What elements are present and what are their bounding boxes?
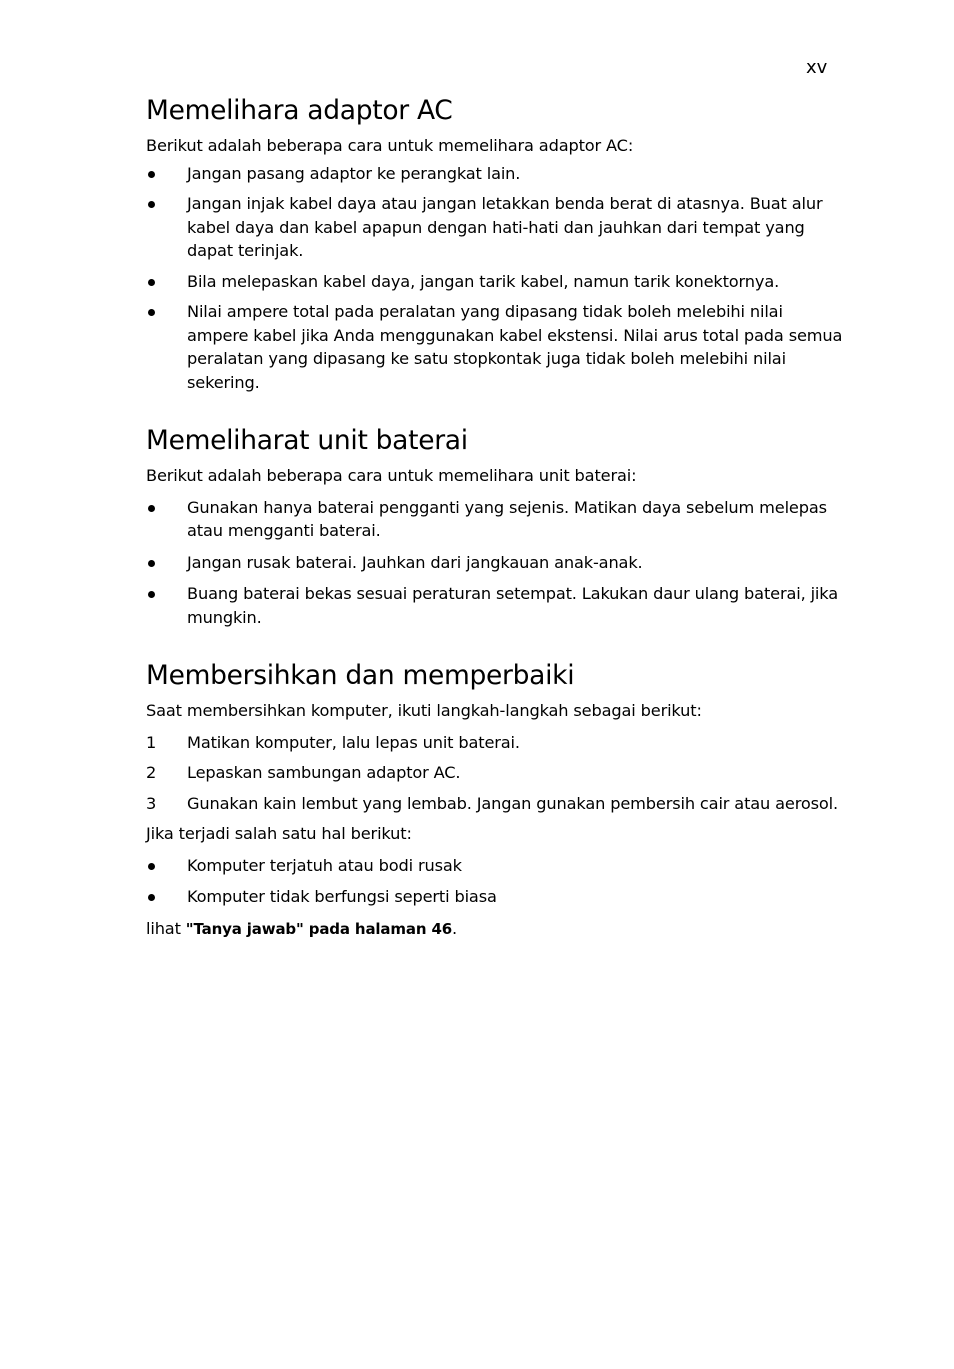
bullet-icon [148,309,155,316]
page-reference-link[interactable]: "Tanya jawab" pada halaman 46 [185,919,453,938]
list-item [146,496,846,543]
see-prefix: lihat [146,918,186,938]
followup-intro: Jika terjadi salah satu hal berikut: [146,824,412,843]
bullet-list [146,162,846,395]
section-ac-adapter [146,94,846,394]
bullet-icon [148,201,155,208]
step-number: 3 [146,793,157,813]
list-item-text: Jangan pasang adaptor ke perangkat lain. [187,163,521,183]
section-cleaning [146,659,846,941]
bullet-icon [148,279,155,286]
list-item-text: Jangan rusak baterai. Jauhkan dari jangkauan anak-anak. [187,552,643,572]
list-item [146,761,846,785]
section-intro: Saat membersihkan komputer, ikuti langkah-langkah sebagai berikut: [146,701,702,720]
section-title: Memeliharat unit baterai [146,425,468,456]
list-item-text: Komputer terjatuh atau bodi rusak [187,855,462,875]
list-item [146,551,846,575]
bullet-list [146,496,846,630]
bullet-icon [148,505,155,512]
list-item [146,582,846,629]
cross-reference [146,917,846,942]
list-item-text: Komputer tidak berfungsi seperti biasa [187,887,497,906]
bullet-list [146,854,846,909]
list-item-text: Buang baterai bekas sesuai peraturan setempat. Lakukan daur ulang baterai, jika mungkin. [187,584,838,627]
list-item [146,162,846,186]
list-item [146,300,846,394]
bullet-icon [148,171,155,178]
list-item [146,731,846,755]
list-item-text: Bila melepaskan kabel daya, jangan tarik kabel, namun tarik konektornya. [187,271,780,291]
step-number: 1 [146,732,157,752]
section-title: Membersihkan dan memperbaiki [146,660,575,691]
bullet-icon [148,863,155,870]
document-body [146,94,846,948]
section-title: Memelihara adaptor AC [146,95,453,126]
list-item-text: Matikan komputer, lalu lepas unit baterai. [187,732,520,752]
numbered-list [146,731,846,816]
list-item-text: Gunakan kain lembut yang lembab. Jangan gunakan pembersih cair atau aerosol. [187,793,839,813]
list-item [146,270,846,294]
list-item [146,854,846,878]
list-item-text: Lepaskan sambungan adaptor AC. [187,763,461,782]
step-number: 2 [146,763,157,782]
list-item [146,792,846,816]
section-intro: Berikut adalah beberapa cara untuk memelihara unit baterai: [146,466,637,485]
list-item [146,192,846,263]
page-number: xv [806,57,828,78]
list-item-text: Nilai ampere total pada peralatan yang dipasang tidak boleh melebihi nilai ampere kabel jika Anda menggunakan kabel ekstensi. Nilai arus total pada semua peralatan yang dipasang ke satu stopkontak juga tidak boleh melebihi nilai sekering. [187,302,843,392]
list-item [146,885,846,909]
section-intro: Berikut adalah beberapa cara untuk memelihara adaptor AC: [146,136,634,155]
list-item-text: Gunakan hanya baterai pengganti yang sejenis. Matikan daya sebelum melepas atau mengganti baterai. [187,497,827,540]
see-suffix: . [452,918,458,938]
bullet-icon [148,894,155,901]
bullet-icon [148,591,155,598]
section-battery [146,424,846,629]
bullet-icon [148,560,155,567]
list-item-text: Jangan injak kabel daya atau jangan letakkan benda berat di atasnya. Buat alur kabel daya dan kabel apapun dengan hati-hati dan jauhkan dari tempat yang dapat terinjak. [187,194,823,260]
